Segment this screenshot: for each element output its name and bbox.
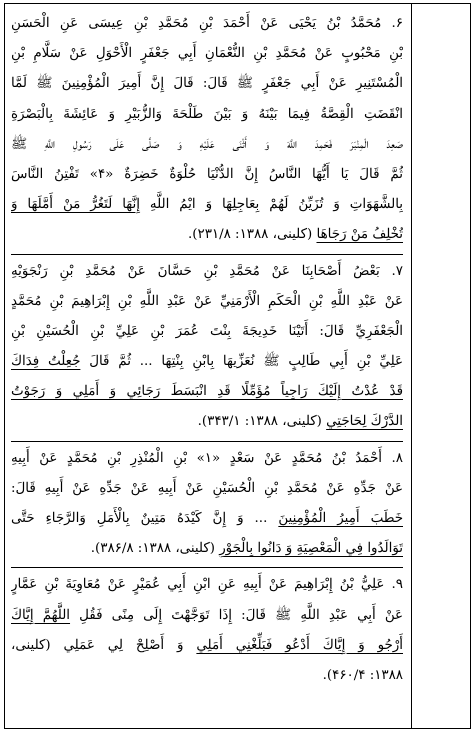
hadith-text: ثُمَّ قَالَ يَا أَيُّهَا النَّاسُ إِنَّ الدُّنْيَا حُلْوَةٌ خَضِرَةٌ «۴» تَفْتِنُ النَّاسَ xyxy=(11,166,403,182)
hadith-line xyxy=(11,407,403,437)
hadith-line xyxy=(11,570,403,600)
hadith-text: ۷. بَعْضُ أَصْحَابِنَا عَنْ مُحَمَّدِ بْنِ حَسَّانَ عَنْ مُحَمَّدِ بْنِ رَنْجَوَيْهِ xyxy=(11,263,403,279)
underlined-text: إِنَّهَا لَتَغُرُّ مَنْ أَمَّلَهَا وَ xyxy=(11,197,140,213)
hadith-line xyxy=(11,444,403,474)
underlined-text: أَرْجُو وَ إِيَّاكَ أَدْعُو فَبَلِّغْنِي أَمَلِي xyxy=(196,637,403,653)
hadith-line xyxy=(11,377,403,407)
hadith-text: ۶. مُحَمَّدُ بْنُ يَحْيَى عَنْ أَحْمَدَ بْنِ مُحَمَّدِ بْنِ عِيسَى عَنِ الْحَسَنِ xyxy=(11,16,403,31)
hadith-text: ۹. عَلِيُّ بْنُ إِبْرَاهِيمَ عَنْ أَبِيهِ عَنِ ابْنِ أَبِي عُمَيْرٍ عَنْ مُعَاوِيَةَ بْنِ عَمَّارٍ xyxy=(11,577,403,593)
underlined-text: قَدْ عُدْتُ إِلَيْكَ رَاجِياً مُؤَمِّلًا قَدِ انْبَسَطَ رَجَائِي وَ أَمَلِي وَ رَجَوْتُ xyxy=(11,384,403,400)
hadith-row xyxy=(11,7,403,255)
hadith-line xyxy=(11,100,403,130)
hadith-text: عَنْ جَدِّهِ عَنْ مُحَمَّدِ بْنِ الْحُسَيْنِ عَنْ أَبِيهِ عَنْ جَدِّهِ عَنْ أَبِيهِ قَالَ: xyxy=(11,480,403,496)
hadith-text: عَنْ عَبْدِ اللَّهِ بْنِ الْحَكَمِ الْأَرْمَنِيِّ عَنْ عَبْدِ اللَّهِ بْنِ إِبْرَاهِيمَ بْنِ مُحَمَّدٍ xyxy=(11,293,403,309)
hadith-line xyxy=(11,160,403,190)
hadith-text: بِالشَّهَوَاتِ وَ تُزَيِّنُ لَهُمْ بِعَاجِلِهَا وَ ايْمُ اللَّهِ xyxy=(139,197,403,213)
underlined-text: الدَّرْكَ لِحَاجَتِي xyxy=(326,414,403,430)
hadith-text: (كلينى، ۱۳۸۸: ۲۳۱/۸). xyxy=(188,227,317,243)
hadith-line xyxy=(11,317,403,347)
hadith-row xyxy=(11,442,403,569)
hadith-text-column xyxy=(5,4,411,728)
hadith-row xyxy=(11,255,403,442)
hadith-line xyxy=(11,9,403,39)
hadith-text: (كلينى، ۱۳۸۸: ۳۴۳/۱). xyxy=(197,414,327,430)
underlined-text: اللَّهُمَّ إِيَّاكَ xyxy=(11,607,71,623)
hadith-text: (كلينى، ۱۳۸۸: ۳۸۶/۸). xyxy=(90,541,220,557)
underlined-text: تُخْلِفُ مَنْ رَجَاهَا xyxy=(316,227,403,243)
hadith-table xyxy=(4,3,471,729)
underlined-text: تَوَالَدُوا فِي الْمَعْصِيَةِ وَ دَانُوا بِالْجَوْرِ xyxy=(219,541,403,557)
hadith-text: ۱۳۸۸: ۴۶۰/۴). xyxy=(322,667,403,683)
hadith-row xyxy=(11,568,403,694)
hadith-text: وَ أَصْلِحْ لِي عَمَلِي (كلينى، xyxy=(11,637,197,653)
hadith-line xyxy=(11,287,403,317)
hadith-text: ... وَ إِنَّ كَيْدَهُ مَتِينٌ بِالْأَمَلِ وَالرَّجَاءِ حَتَّى xyxy=(11,511,279,526)
hadith-line xyxy=(11,220,403,250)
hadith-line xyxy=(11,631,403,661)
hadith-text: صَعِدَ الْمِنْبَرَ فَحَمِدَ اللَّهَ وَ أَثْنَى عَلَيْهِ وَ صَلَّى عَلَى رَسُولِ اللَّهِ ﷺ xyxy=(11,136,403,152)
hadith-text: عَنْ أَبِي عَبْدِ اللَّهِ ﷺ قَالَ: إِذَا تَوَجَّهْتَ إِلَى مِنًى فَقُلِ xyxy=(70,607,403,623)
hadith-line xyxy=(11,190,403,220)
hadith-line xyxy=(11,661,403,691)
hadith-line xyxy=(11,257,403,287)
hadith-line xyxy=(11,130,403,160)
hadith-line xyxy=(11,347,403,377)
hadith-text: انْقَضَتِ الْقِصَّةُ فِيمَا بَيْنَهُ وَ بَيْنَ طَلْحَةَ وَالزُّبَيْرِ وَ عَائِشَةَ بِالْبَصْرَةِ xyxy=(11,106,403,122)
hadith-line xyxy=(11,39,403,69)
hadith-text: الْجَعْفَرِيِّ قَالَ: أَتَيْنَا خَدِيجَةَ بِنْتَ عُمَرَ بْنِ عَلِيِّ بْنِ الْحُسَيْنِ بْنِ xyxy=(11,323,403,339)
empty-side-column xyxy=(411,4,470,728)
hadith-line xyxy=(11,474,403,504)
hadith-line xyxy=(11,504,403,534)
hadith-line xyxy=(11,534,403,564)
hadith-line xyxy=(11,601,403,631)
underlined-text: خَطَبَ أَمِيرُ الْمُؤْمِنِينَ xyxy=(278,511,403,526)
underlined-text: جُعِلْتُ فِدَاكَ xyxy=(11,354,81,370)
hadith-text: الْمُسْتَنِيرِ عَنْ أَبِي جَعْفَرٍ ﷺ قَالَ: قَالَ إِنَّ أَمِيرَ الْمُؤْمِنِينَ ﷺ لَمَّا xyxy=(11,76,403,92)
hadith-line xyxy=(11,69,403,99)
hadith-text: ۸. أَحْمَدُ بْنُ مُحَمَّدٍ عَنْ سَعْدٍ «۱» بْنِ الْمُنْذِرِ بْنِ مُحَمَّدٍ عَنْ أَبِيهِ xyxy=(11,450,403,466)
hadith-text: بْنِ مَحْبُوبٍ عَنْ مُحَمَّدِ بْنِ النُّعْمَانِ أَبِي جَعْفَرٍ الْأَحْوَلِ عَنْ سَلَّامِ بْنِ xyxy=(11,46,403,62)
hadith-text: عَلِيِّ بْنِ أَبِي طَالِبٍ ﷺ نُعَزِّيهَا بِابْنِ بِنْتِهَا ... ثُمَّ قَالَ xyxy=(80,354,403,370)
